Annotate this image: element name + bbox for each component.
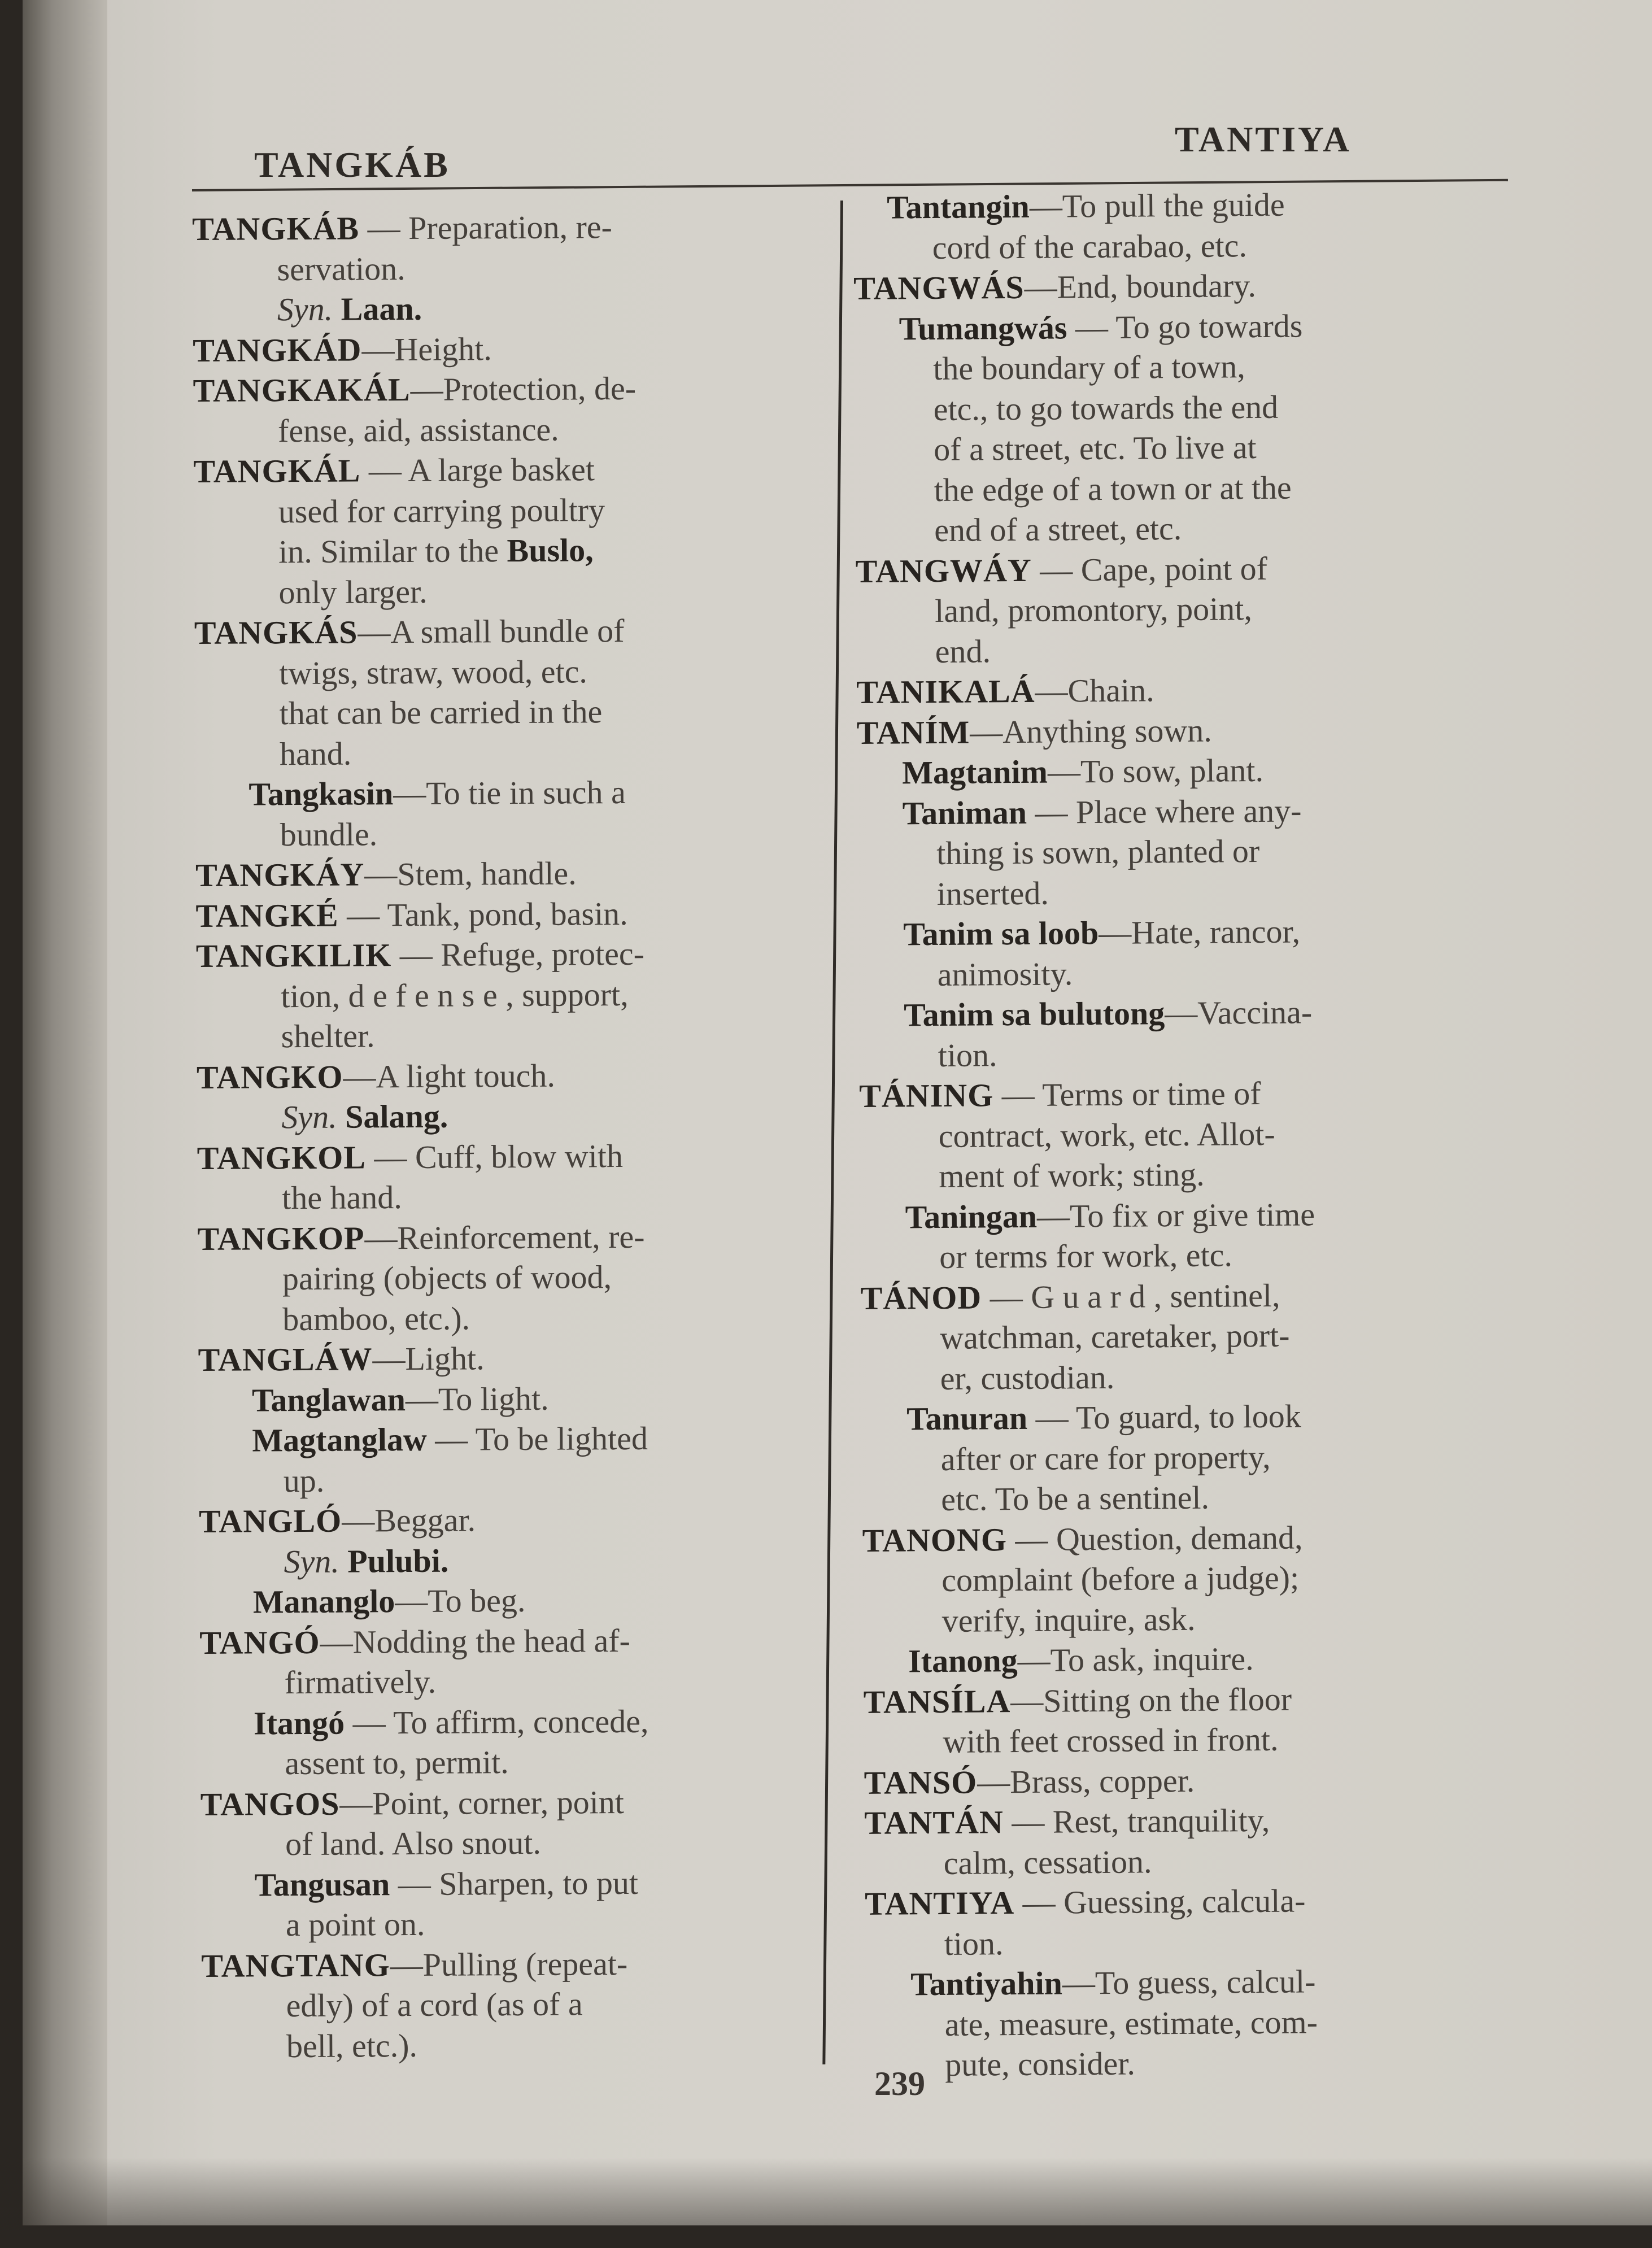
entry-line [859, 1071, 1548, 1116]
subentry-word: Tanim sa bulutong [904, 995, 1165, 1034]
definition-text: —To ask, inquire. [1017, 1640, 1254, 1679]
entry-line [862, 1556, 1551, 1601]
entry-line [198, 1256, 870, 1300]
headword: TANGKOP [197, 1219, 365, 1257]
definition-text: etc. To be a sentinel. [940, 1479, 1210, 1518]
entry-line [855, 465, 1544, 511]
definition-text: — Preparation, re- [359, 208, 613, 247]
definition-text: watchman, caretaker, port- [939, 1317, 1290, 1356]
definition-text: — Sharpen, to put [390, 1864, 639, 1902]
entry-line [195, 771, 867, 815]
entry-line [200, 1821, 873, 1865]
bottom-edge-shadow [23, 2158, 1652, 2225]
definition-text: animosity. [937, 955, 1073, 993]
definition-text: —To guess, calcul- [1062, 1963, 1316, 2002]
headword: TANGKÁY [195, 856, 365, 894]
entry-line [865, 1959, 1554, 2005]
definition-text: hand. [279, 735, 352, 772]
headword: TANSÓ [864, 1763, 978, 1801]
definition-text: — Guessing, calcula- [1014, 1882, 1306, 1922]
definition-text: etc., to go towards the end [933, 388, 1279, 428]
entry-line [202, 2023, 874, 2067]
definition-text: —To light. [405, 1380, 549, 1418]
entry-line [864, 1758, 1553, 1803]
definition-text: er, custodian. [940, 1358, 1115, 1397]
definition-text: cord of the carabao, etc. [932, 226, 1248, 266]
definition-text: —Chain. [1035, 672, 1154, 709]
right-column [853, 182, 1555, 2085]
headword: TANTÁN [864, 1803, 1004, 1841]
entry-line [860, 1192, 1549, 1238]
definition-text: —To pull the guide [1029, 186, 1285, 225]
entry-line [198, 1417, 870, 1461]
entry-line [865, 1919, 1554, 1964]
dictionary-page [23, 0, 1652, 2225]
entry-line [199, 1538, 871, 1582]
entry-line [198, 1376, 870, 1421]
headword: TANGKÁB [192, 210, 360, 247]
entry-line [860, 1152, 1549, 1197]
definition-text: of land. Also snout. [285, 1824, 542, 1863]
entry-line [196, 1013, 868, 1057]
entry-line [200, 1740, 872, 1784]
definition-text: tion. [938, 1036, 997, 1074]
entry-line [857, 788, 1546, 834]
headword: TANGKÁL [193, 452, 361, 490]
headword: TANÍM [856, 713, 970, 751]
definition-text: —Sitting on the floor [1010, 1680, 1292, 1719]
entry-line [194, 609, 866, 654]
definition-text: — G u a r d , sentinel, [981, 1277, 1280, 1315]
definition-text: fense, aid, assistance. [277, 411, 559, 449]
entry-line [857, 869, 1546, 914]
entry-line [855, 546, 1544, 591]
subentry-word: Magtanglaw [252, 1421, 427, 1459]
definition-text: assent to, permit. [285, 1744, 509, 1782]
definition-text: — Tank, pond, basin. [338, 895, 628, 934]
definition-text: — Refuge, protec- [391, 935, 645, 974]
headword: TANGKÉ [195, 896, 339, 934]
entry-line [856, 667, 1545, 712]
definition-text: contract, work, etc. Allot- [938, 1115, 1275, 1155]
entry-line [861, 1313, 1550, 1358]
subentry-word: Salang. [337, 1097, 448, 1135]
entry-line [195, 730, 867, 774]
subentry-word: Itangó [253, 1704, 345, 1741]
definition-text: after or care for property, [940, 1438, 1271, 1478]
definition-text: twigs, straw, wood, etc. [279, 652, 588, 691]
subentry-word: Tanim sa loob [903, 914, 1099, 953]
entry-line [197, 1094, 869, 1138]
entry-line [196, 973, 868, 1017]
entry-line [192, 246, 864, 290]
entry-line [864, 1717, 1553, 1762]
definition-text: thing is sown, planted or [936, 833, 1260, 872]
definition-text: —Pulling (repeat- [390, 1945, 628, 1983]
entry-line [856, 586, 1545, 631]
definition-text: —Hate, rancor, [1098, 913, 1301, 951]
definition-text: up. [283, 1462, 325, 1499]
entry-line [856, 708, 1545, 753]
entry-line [201, 1942, 873, 1986]
definition-text: tion, d e f e n s e , support, [281, 975, 629, 1014]
headword: TANGKÁS [194, 613, 358, 651]
definition-text: inserted. [936, 874, 1049, 912]
definition-text: —Protection, de- [410, 369, 637, 408]
entry-line [854, 385, 1543, 430]
definition-text: — A large basket [360, 451, 595, 489]
definition-text: of a street, etc. To live at [934, 429, 1257, 468]
entry-line [861, 1394, 1550, 1439]
subentry-word: Pulubi. [339, 1542, 449, 1580]
definition-text: —Nodding the head af- [320, 1622, 631, 1661]
definition-text: —To beg. [395, 1582, 526, 1620]
entry-line [193, 326, 865, 371]
entry-line [853, 223, 1542, 268]
book-spine-shadow [23, 0, 107, 2225]
definition-text: bundle. [280, 815, 378, 853]
entry-line [199, 1619, 871, 1663]
entry-line [862, 1596, 1551, 1641]
entry-line [194, 488, 866, 532]
entry-line [199, 1457, 871, 1501]
entry-line [195, 852, 868, 896]
definition-text: that can be carried in the [279, 693, 603, 732]
definition-text: firmatively. [284, 1663, 437, 1701]
entry-line [199, 1659, 871, 1704]
definition-text: with feet crossed in front. [942, 1720, 1279, 1760]
definition-text: — To guard, to look [1027, 1397, 1301, 1436]
entry-line [193, 448, 865, 492]
subentry-word: Magtanim [902, 753, 1048, 791]
definition-text: —To tie in such a [393, 773, 626, 812]
definition-text: —A light touch. [343, 1057, 556, 1095]
entry-line [192, 206, 864, 250]
definition-text: pairing (objects of wood, [282, 1258, 612, 1297]
entry-line [194, 690, 866, 734]
entry-line [853, 304, 1542, 349]
headword: TANGLÁW [198, 1340, 373, 1378]
entry-line [200, 1861, 873, 1905]
entry-line [197, 1175, 869, 1219]
subentry-word: Itanong [908, 1642, 1018, 1680]
entry-line [196, 933, 868, 977]
entry-line [197, 1215, 869, 1259]
entry-line [855, 425, 1544, 470]
abbreviation: Syn. [281, 1098, 337, 1136]
page-number: 239 [874, 2065, 925, 2102]
definition-text: servation. [277, 250, 406, 287]
definition-text: used for carrying poultry [278, 491, 605, 530]
entry-line [855, 506, 1544, 551]
definition-text: end of a street, etc. [934, 509, 1182, 549]
definition-text: —Beggar. [342, 1501, 476, 1539]
headword: TANGLÓ [198, 1502, 342, 1540]
headword: TANGWÁY [855, 551, 1032, 590]
definition-text: — Question, demand, [1006, 1518, 1303, 1558]
definition-text: —To fix or give time [1036, 1195, 1315, 1235]
definition-text: — Rest, tranquility, [1003, 1801, 1270, 1841]
entry-line [862, 1475, 1551, 1520]
subentry-word: Tumangwás [899, 308, 1067, 347]
subentry-word: Buslo, [507, 531, 594, 569]
definition-text: the hand. [281, 1179, 402, 1217]
entry-line [858, 1031, 1548, 1076]
entry-line [862, 1515, 1551, 1561]
definition-text: shelter. [281, 1017, 375, 1055]
headword: TANIKALÁ [856, 672, 1035, 711]
definition-text: bamboo, etc.). [282, 1299, 470, 1338]
entry-line [199, 1579, 871, 1623]
definition-text: tion. [944, 1924, 1004, 1962]
definition-text: or terms for work, etc. [939, 1236, 1233, 1275]
subentry-word: Taniman [902, 794, 1027, 831]
headword: TÁNING [859, 1077, 994, 1114]
entry-line [200, 1780, 873, 1824]
headword: TANTIYA [864, 1884, 1015, 1922]
entry-line [856, 627, 1545, 672]
abbreviation: Syn. [284, 1543, 339, 1580]
definition-text: —Height. [361, 330, 492, 368]
entry-line [866, 2040, 1555, 2085]
entry-line [859, 1112, 1548, 1157]
entry-line [194, 529, 866, 573]
entry-line [864, 1798, 1553, 1843]
headword: TANGKÁD [193, 330, 362, 369]
entry-line [198, 1296, 870, 1340]
entry-line [193, 407, 865, 451]
subentry-word: Tangkasin [249, 775, 394, 813]
entry-line [198, 1336, 870, 1380]
entry-line [861, 1354, 1550, 1399]
definition-text: — Terms or time of [993, 1074, 1261, 1114]
headword: TANGOS [200, 1785, 340, 1823]
entry-line [194, 569, 866, 613]
entry-line [853, 182, 1542, 228]
definition-text: ment of work; sting. [938, 1156, 1205, 1195]
subentry-word: Taningan [905, 1197, 1038, 1235]
subentry-word: Tantangin [887, 188, 1030, 226]
definition-text: the boundary of a town, [933, 348, 1245, 387]
entry-line [854, 344, 1543, 389]
abbreviation: Syn. [277, 290, 333, 328]
entry-line [201, 1983, 873, 2027]
definition-text: —Stem, handle. [364, 855, 577, 893]
definition-text: —Anything sown. [969, 712, 1212, 751]
definition-text: —Brass, copper. [977, 1762, 1195, 1801]
entry-line [853, 263, 1542, 308]
definition-text: —Reinforcement, re- [364, 1218, 645, 1256]
entry-line [193, 286, 865, 330]
definition-text: end. [935, 632, 991, 670]
headword: TANGÓ [199, 1623, 320, 1661]
entry-line [865, 2000, 1554, 2045]
entry-line [201, 1902, 873, 1946]
definition-text: verify, inquire, ask. [941, 1600, 1196, 1639]
definition-text: —End, boundary. [1024, 267, 1257, 306]
left-column [192, 206, 874, 2067]
definition-text: in. Similar to the [278, 532, 507, 570]
definition-text: — Place where any- [1026, 791, 1302, 831]
entry-line [195, 811, 868, 855]
definition-text: land, promontory, point, [935, 590, 1253, 630]
definition-text: — To be lighted [426, 1419, 648, 1458]
entry-line [195, 892, 868, 936]
entry-line [194, 650, 866, 694]
entry-line [193, 367, 865, 411]
entry-line [857, 748, 1546, 793]
subentry-word: Laan. [333, 290, 422, 328]
definition-text: calm, cessation. [943, 1842, 1152, 1881]
definition-text: — Cape, point of [1031, 550, 1268, 589]
headword: TANGWÁS [853, 268, 1025, 307]
entry-line [197, 1134, 869, 1178]
guide-word-right: TANTIYA [1175, 119, 1352, 159]
definition-text: a point on. [285, 1905, 425, 1944]
definition-text: — To go towards [1067, 307, 1303, 346]
entry-line [858, 950, 1547, 995]
entry-line [857, 829, 1546, 874]
definition-text: complaint (before a judge); [941, 1559, 1300, 1598]
headword: TANGKAKÁL [193, 371, 411, 409]
definition-text: the edge of a town or at the [934, 469, 1292, 508]
entry-line [864, 1839, 1553, 1884]
entry-line [863, 1636, 1552, 1681]
subentry-word: Tantiyahin [910, 1964, 1063, 2003]
definition-text: bell, etc.). [286, 2027, 418, 2064]
entry-line [863, 1677, 1552, 1722]
definition-text: — Cuff, blow with [365, 1137, 624, 1175]
subentry-word: Tanglawan [251, 1380, 406, 1418]
entry-line [199, 1498, 871, 1542]
definition-text: only larger. [278, 573, 428, 611]
entry-line [860, 1273, 1549, 1318]
headword: TANGKOL [197, 1138, 367, 1177]
definition-text: —A small bundle of [358, 612, 625, 651]
entry-line [861, 1435, 1550, 1480]
definition-text: —Point, corner, point [339, 1783, 625, 1822]
entry-line [858, 990, 1548, 1035]
entry-line [197, 1053, 869, 1097]
definition-text: pute, consider. [944, 2045, 1136, 2083]
definition-text: —To sow, plant. [1047, 751, 1264, 790]
definition-text: ate, measure, estimate, com- [944, 2003, 1318, 2043]
definition-text: — To affirm, concede, [345, 1702, 649, 1741]
headword: TÁNOD [860, 1278, 982, 1317]
headword: TANSÍLA [863, 1682, 1011, 1720]
entry-line [858, 909, 1547, 955]
subentry-word: Tanuran [906, 1399, 1028, 1437]
headword: TANGKO [196, 1058, 343, 1096]
guide-word-left: TANGKÁB [254, 145, 450, 185]
subentry-word: Mananglo [252, 1583, 395, 1620]
headword: TANGTANG [201, 1946, 390, 1984]
definition-text: —Light. [372, 1340, 485, 1378]
definition-text: edly) of a cord (as of a [286, 1985, 583, 2024]
definition-text: —Vaccina- [1165, 994, 1313, 1032]
headword: TANGKILIK [195, 936, 392, 974]
entry-line [860, 1232, 1549, 1278]
headword: TANONG [862, 1521, 1008, 1559]
subentry-word: Tangusan [254, 1865, 390, 1903]
entry-line [865, 1879, 1554, 1924]
entry-line [200, 1700, 872, 1744]
